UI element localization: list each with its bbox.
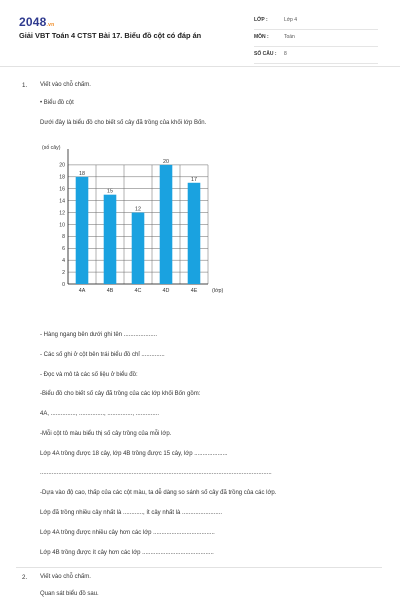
x-tick-label: 4D [162, 288, 170, 294]
question-1-number: 1. [22, 82, 28, 89]
y-axis-label: (số cây) [42, 145, 61, 151]
bar-value-label: 20 [163, 158, 169, 165]
bar-chart-svg [36, 141, 236, 319]
y-tick-label: 16 [59, 186, 65, 193]
answer-line: -Biểu đồ cho biết số cây đã trồng của các lớp khối Bốn gồm: [40, 391, 201, 397]
meta-value: Lớp 4 [284, 17, 298, 23]
question-2-instruction: Viết vào chỗ chấm. [40, 574, 91, 580]
logo-number: 2048 [19, 15, 47, 29]
x-axis-label: (lớp) [212, 288, 224, 294]
answer-line: - Hàng ngang bên dưới ghi tên .................... [40, 332, 158, 338]
bar [160, 165, 173, 284]
site-logo[interactable] [19, 15, 54, 29]
x-tick-label: 4B [106, 288, 114, 294]
x-tick-label: 4A [78, 288, 86, 294]
y-tick-label: 12 [59, 210, 65, 217]
y-tick-label: 4 [62, 257, 65, 264]
bar-chart [36, 141, 236, 319]
answer-line: - Các số ghi ở cột bên trái biểu đồ chỉ .............. [40, 352, 165, 358]
bar [76, 177, 89, 284]
document-title: Giải VBT Toán 4 CTST Bài 17. Biểu đồ cột có đáp án [19, 31, 202, 40]
bar [104, 195, 117, 284]
y-tick-label: 0 [62, 281, 65, 288]
meta-row-question-count [254, 48, 378, 64]
bar-value-label: 18 [79, 170, 85, 177]
page-header [0, 0, 400, 67]
meta-row-subject [254, 31, 378, 47]
question-2-intro: Quan sát biểu đồ sau. [40, 591, 99, 597]
question-1-instruction: Viết vào chỗ chấm. [40, 82, 91, 88]
x-tick-label: 4E [190, 288, 198, 294]
y-tick-label: 20 [59, 162, 65, 169]
x-tick-label: 4C [134, 288, 142, 294]
bar-value-label: 12 [135, 206, 141, 213]
meta-value: Toán [284, 34, 295, 40]
question-1-bullet: • Biểu đồ cột [40, 100, 74, 106]
meta-row-class [254, 14, 378, 30]
y-tick-label: 6 [62, 246, 65, 253]
y-tick-label: 18 [59, 174, 65, 181]
answer-line: - Đọc và mô tả các số liệu ở biểu đồ: [40, 372, 138, 378]
meta-key: LỚP : [254, 17, 268, 23]
meta-value: 8 [284, 51, 287, 57]
question-1-intro: Dưới đây là biểu đồ cho biết số cây đã trồng của khối lớp Bốn. [40, 120, 207, 126]
bar [132, 213, 145, 284]
answer-line: -Dựa vào độ cao, thấp của các cột màu, ta dễ dàng so sánh số cây đã trồng của các lớp. [40, 490, 277, 496]
question-separator [16, 567, 382, 568]
answer-line: Lớp 4A trồng được 18 cây, lớp 4B trồng được 15 cây, lớp .................... [40, 451, 228, 457]
y-tick-label: 2 [62, 269, 65, 276]
document-meta [254, 14, 378, 65]
answer-line: 4A, ..............., ..............., ..............., .............. [40, 411, 160, 417]
y-tick-label: 14 [59, 198, 65, 205]
logo-suffix: .vn [46, 22, 55, 28]
answer-line: Lớp 4B trồng được ít cây hơn các lớp ........................................... [40, 550, 214, 556]
answer-line: -Mỗi cột tô màu biểu thị số cây trồng của mỗi lớp. [40, 431, 172, 437]
answer-line: Lớp đã trồng nhiều cây nhất là ............, ít cây nhất là ........................ [40, 510, 223, 516]
question-2-number: 2. [22, 574, 28, 581]
bar [188, 183, 201, 284]
answer-line: Lớp 4A trồng được nhiều cây hơn các lớp ..................................... [40, 530, 215, 536]
meta-key: SỐ CÂU : [254, 51, 277, 57]
bar-value-label: 17 [191, 176, 197, 183]
bar-value-label: 15 [107, 188, 113, 195]
y-tick-label: 10 [59, 222, 65, 229]
answer-line: ........................................................................................................................................... [40, 470, 272, 476]
y-tick-label: 8 [62, 234, 65, 241]
meta-key: MÔN : [254, 34, 269, 40]
